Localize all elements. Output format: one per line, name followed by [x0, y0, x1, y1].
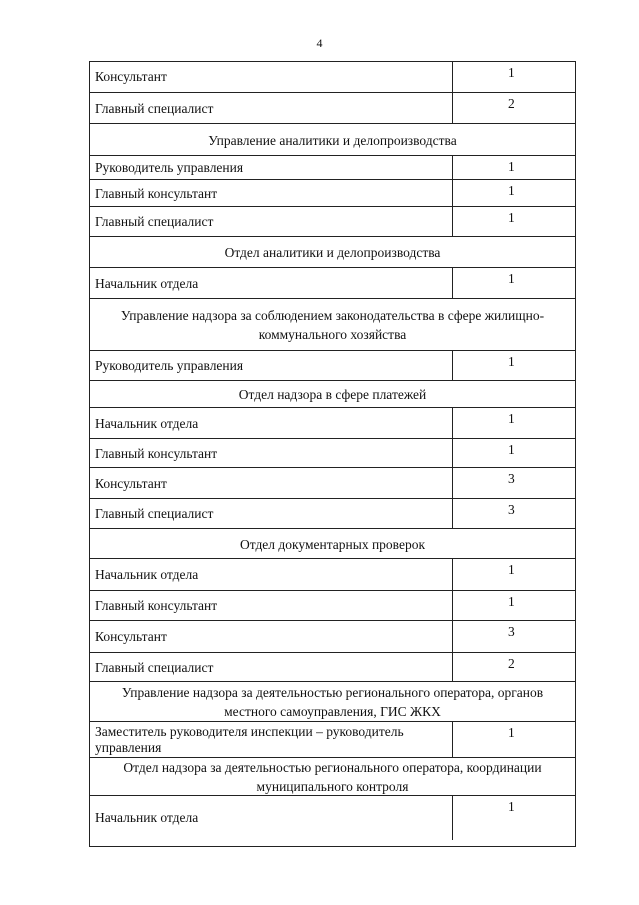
position-name: Заместитель руководителя инспекции – руководитель управления — [95, 724, 404, 755]
position-count: 1 — [508, 159, 515, 174]
position-row — [90, 620, 575, 653]
position-count-cell — [452, 93, 575, 124]
position-count-cell — [452, 591, 575, 621]
position-row — [90, 350, 575, 381]
position-count: 2 — [508, 96, 515, 111]
position-count-cell — [452, 439, 575, 468]
position-name: Главный специалист — [95, 100, 214, 116]
position-row — [90, 206, 575, 237]
position-count-cell — [452, 156, 575, 180]
position-name: Начальник отдела — [95, 567, 199, 582]
position-count: 1 — [508, 725, 515, 740]
section-title: Отдел документарных проверок — [239, 536, 426, 552]
position-name: Главный консультант — [95, 445, 218, 461]
position-name: Руководитель управления — [95, 160, 244, 175]
section-heading-row — [90, 757, 575, 796]
position-row — [90, 267, 575, 299]
staff-table — [89, 61, 576, 847]
position-count: 3 — [508, 624, 515, 639]
section-heading-row — [90, 236, 575, 268]
position-name: Начальник отдела — [95, 415, 199, 431]
position-count-cell — [452, 559, 575, 591]
position-count: 1 — [508, 210, 515, 225]
position-count-cell — [452, 796, 575, 840]
section-heading-row — [90, 123, 575, 156]
position-row — [90, 155, 575, 180]
position-row — [90, 179, 575, 207]
section-heading-row — [90, 681, 575, 722]
position-count: 1 — [508, 354, 515, 369]
page-number: 4 — [316, 36, 323, 50]
position-count-cell — [452, 351, 575, 381]
section-title: Отдел надзора за деятельностью регионального оператора, координации муниципального контроля — [123, 760, 542, 794]
position-row — [90, 652, 575, 682]
position-row — [90, 498, 575, 529]
position-name: Консультант — [95, 475, 167, 491]
position-name: Консультант — [95, 69, 167, 84]
position-count: 1 — [508, 411, 515, 426]
section-heading-row — [90, 298, 575, 351]
position-row — [90, 62, 575, 92]
position-row — [90, 558, 575, 591]
position-count: 1 — [508, 271, 515, 286]
position-name: Начальник отдела — [95, 810, 199, 825]
position-count-cell — [452, 653, 575, 682]
section-heading-row — [90, 528, 575, 559]
position-count-cell — [452, 722, 575, 758]
position-count-cell — [452, 62, 575, 92]
position-row — [90, 407, 575, 439]
position-count: 2 — [508, 656, 515, 671]
position-row — [90, 467, 575, 499]
position-row — [90, 590, 575, 621]
position-count: 3 — [508, 502, 515, 517]
position-count: 1 — [508, 65, 515, 80]
section-title: Управление надзора за деятельностью регионального оператора, органов местного самоуправления, ГИС ЖКХ — [121, 685, 544, 719]
position-name: Главный консультант — [95, 598, 218, 613]
position-count-cell — [452, 268, 575, 299]
position-row — [90, 721, 575, 758]
section-title: Управление надзора за соблюдением законодательства в сфере жилищно-коммунального хозяйства — [120, 308, 545, 342]
position-name: Главный специалист — [95, 214, 214, 229]
position-count-cell — [452, 180, 575, 207]
position-count-cell — [452, 621, 575, 653]
position-count: 3 — [508, 471, 515, 486]
position-name: Консультант — [95, 629, 167, 644]
position-count: 1 — [508, 594, 515, 609]
position-count: 1 — [508, 562, 515, 577]
section-title: Отдел надзора в сфере платежей — [238, 387, 427, 402]
position-name: Главный специалист — [95, 506, 214, 521]
position-count: 1 — [508, 799, 515, 814]
position-row — [90, 438, 575, 468]
position-count: 1 — [508, 442, 515, 457]
position-name: Главный специалист — [95, 659, 214, 675]
position-row — [90, 92, 575, 124]
section-title: Управление аналитики и делопроизводства — [208, 132, 457, 148]
position-count-cell — [452, 408, 575, 439]
position-name: Руководитель управления — [95, 358, 244, 373]
section-heading-row — [90, 380, 575, 408]
position-count-cell — [452, 207, 575, 237]
section-title: Отдел аналитики и делопроизводства — [224, 245, 441, 260]
position-name: Главный консультант — [95, 185, 218, 201]
position-name: Начальник отдела — [95, 275, 199, 291]
position-count-cell — [452, 468, 575, 499]
position-count: 1 — [508, 183, 515, 198]
position-row — [90, 795, 575, 840]
position-count-cell — [452, 499, 575, 529]
